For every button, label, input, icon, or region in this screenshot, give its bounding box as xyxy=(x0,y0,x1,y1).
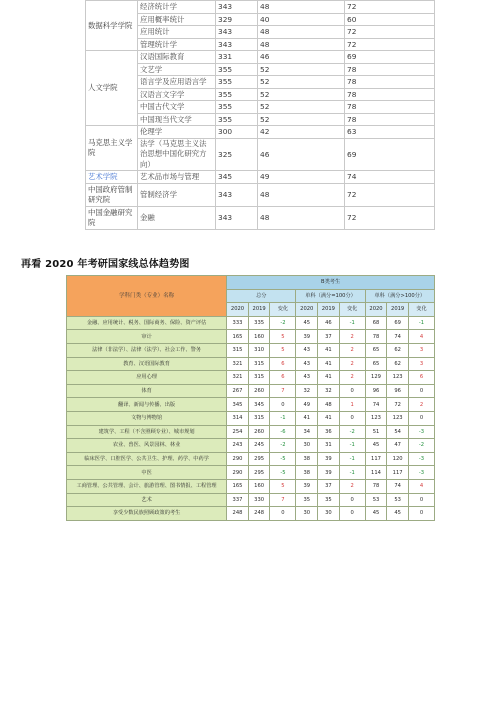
total-change-cell: -5 xyxy=(270,466,296,480)
single-100-cell: 48 xyxy=(258,38,345,51)
single-100-cell: 52 xyxy=(258,63,345,76)
total-2019-cell: 160 xyxy=(248,479,270,493)
college-cell: 中国金融研究院 xyxy=(86,206,138,229)
subject-cell: 建筑学、工程（不含照顾专业）、城市规划 xyxy=(67,425,227,439)
single100-change-cell: 2 xyxy=(339,357,365,371)
total-score-cell: 331 xyxy=(216,51,258,64)
year-2019-header: 2019 xyxy=(318,303,340,317)
single-150-cell: 72 xyxy=(345,1,435,14)
table-row xyxy=(67,452,435,466)
single100-2019-cell: 41 xyxy=(318,371,340,385)
total-2019-cell: 295 xyxy=(248,452,270,466)
table-row xyxy=(86,171,435,184)
subject-cell: 审计 xyxy=(67,330,227,344)
college-score-table-body xyxy=(86,1,435,230)
single100-change-cell: 2 xyxy=(339,330,365,344)
year-2019-header: 2019 xyxy=(248,303,270,317)
major-cell: 法学（马克思主义法治思想中国化研究方向） xyxy=(138,138,216,171)
single100-change-cell: 1 xyxy=(339,398,365,412)
single-150-header: 单科（满分>100分） xyxy=(365,289,434,303)
single150-2019-cell: 123 xyxy=(387,411,409,425)
single150-2020-cell: 114 xyxy=(365,466,387,480)
table-row xyxy=(86,88,435,101)
total-change-cell: 6 xyxy=(270,371,296,385)
single-150-cell: 78 xyxy=(345,101,435,114)
single150-change-cell: 4 xyxy=(408,479,434,493)
single-100-cell: 52 xyxy=(258,101,345,114)
section-heading: 再看 2020 年考研国家线总体趋势图 xyxy=(21,259,190,270)
total-score-cell: 329 xyxy=(216,13,258,26)
major-cell: 应用统计 xyxy=(138,26,216,39)
single100-change-cell: 0 xyxy=(339,507,365,521)
single100-change-cell: -1 xyxy=(339,452,365,466)
table-row xyxy=(67,384,435,398)
single-150-cell: 78 xyxy=(345,113,435,126)
total-score-cell: 300 xyxy=(216,126,258,139)
single-100-header: 单科（满分=100分） xyxy=(296,289,365,303)
single-150-cell: 74 xyxy=(345,171,435,184)
single100-change-cell: -2 xyxy=(339,425,365,439)
single100-2020-cell: 39 xyxy=(296,330,318,344)
single100-change-cell: -1 xyxy=(339,316,365,330)
total-score-cell: 325 xyxy=(216,138,258,171)
single150-2020-cell: 78 xyxy=(365,330,387,344)
single150-2019-cell: 62 xyxy=(387,357,409,371)
single100-2020-cell: 41 xyxy=(296,411,318,425)
total-2019-cell: 260 xyxy=(248,384,270,398)
subject-cell: 文物与博物馆 xyxy=(67,411,227,425)
total-2019-cell: 315 xyxy=(248,411,270,425)
subject-cell: 法律（非法学）、法律（法学）、社会工作、警务 xyxy=(67,343,227,357)
national-line-table-body xyxy=(67,316,435,520)
single-100-cell: 46 xyxy=(258,51,345,64)
table-row xyxy=(86,63,435,76)
single150-change-cell: 0 xyxy=(408,493,434,507)
single100-change-cell: 0 xyxy=(339,411,365,425)
total-change-cell: -1 xyxy=(270,411,296,425)
single150-2020-cell: 117 xyxy=(365,452,387,466)
single100-change-cell: 2 xyxy=(339,371,365,385)
total-2020-cell: 165 xyxy=(227,330,249,344)
subject-cell: 中医 xyxy=(67,466,227,480)
subject-cell: 体育 xyxy=(67,384,227,398)
table-row xyxy=(86,38,435,51)
single-100-cell: 52 xyxy=(258,113,345,126)
total-2020-cell: 314 xyxy=(227,411,249,425)
single100-2019-cell: 39 xyxy=(318,466,340,480)
major-cell: 中国古代文学 xyxy=(138,101,216,114)
change-header: 变化 xyxy=(339,303,365,317)
table-row xyxy=(86,26,435,39)
year-2020-header: 2020 xyxy=(227,303,249,317)
single150-2019-cell: 62 xyxy=(387,343,409,357)
single150-2019-cell: 123 xyxy=(387,371,409,385)
single150-2020-cell: 68 xyxy=(365,316,387,330)
single100-2019-cell: 41 xyxy=(318,357,340,371)
single150-change-cell: 0 xyxy=(408,507,434,521)
table-row xyxy=(67,425,435,439)
single100-2020-cell: 45 xyxy=(296,316,318,330)
single150-2020-cell: 129 xyxy=(365,371,387,385)
group-header: B类考生 xyxy=(227,276,435,290)
subject-cell: 临床医学、口腔医学、公共卫生、护理、药学、中药学 xyxy=(67,452,227,466)
single150-2019-cell: 69 xyxy=(387,316,409,330)
total-change-cell: -6 xyxy=(270,425,296,439)
single150-2019-cell: 54 xyxy=(387,425,409,439)
total-2020-cell: 333 xyxy=(227,316,249,330)
table-row xyxy=(86,1,435,14)
single150-2019-cell: 53 xyxy=(387,493,409,507)
year-2020-header: 2020 xyxy=(296,303,318,317)
single150-2020-cell: 78 xyxy=(365,479,387,493)
single-150-cell: 72 xyxy=(345,206,435,229)
single-100-cell: 48 xyxy=(258,1,345,14)
single100-change-cell: 0 xyxy=(339,493,365,507)
total-2019-cell: 245 xyxy=(248,439,270,453)
major-cell: 汉语国际教育 xyxy=(138,51,216,64)
table-row xyxy=(67,316,435,330)
year-2020-header: 2020 xyxy=(365,303,387,317)
total-2019-cell: 335 xyxy=(248,316,270,330)
major-cell: 金融 xyxy=(138,206,216,229)
single100-2020-cell: 43 xyxy=(296,357,318,371)
table-row xyxy=(67,330,435,344)
single-100-cell: 48 xyxy=(258,206,345,229)
table-row xyxy=(67,479,435,493)
total-score-cell: 343 xyxy=(216,183,258,206)
total-change-cell: 5 xyxy=(270,330,296,344)
single150-change-cell: -3 xyxy=(408,466,434,480)
table-row xyxy=(86,51,435,64)
single-150-cell: 69 xyxy=(345,138,435,171)
single150-2019-cell: 74 xyxy=(387,330,409,344)
single-100-cell: 42 xyxy=(258,126,345,139)
total-change-cell: -2 xyxy=(270,439,296,453)
table-row xyxy=(86,126,435,139)
single-150-cell: 69 xyxy=(345,51,435,64)
table-row xyxy=(86,183,435,206)
college-cell[interactable]: 艺术学院 xyxy=(86,171,138,184)
change-header: 变化 xyxy=(270,303,296,317)
single150-change-cell: 3 xyxy=(408,343,434,357)
single100-change-cell: -1 xyxy=(339,439,365,453)
subject-cell: 农业、兽医、风景园林、林业 xyxy=(67,439,227,453)
single150-2019-cell: 117 xyxy=(387,466,409,480)
single150-2020-cell: 51 xyxy=(365,425,387,439)
single100-2019-cell: 48 xyxy=(318,398,340,412)
single100-2019-cell: 37 xyxy=(318,330,340,344)
single150-2020-cell: 96 xyxy=(365,384,387,398)
single150-change-cell: -1 xyxy=(408,316,434,330)
subject-cell: 工商管理、公共管理、会计、旅游管理、图书情报、工程管理 xyxy=(67,479,227,493)
total-2020-cell: 321 xyxy=(227,371,249,385)
single150-change-cell: -2 xyxy=(408,439,434,453)
total-score-cell: 355 xyxy=(216,88,258,101)
total-2020-cell: 290 xyxy=(227,452,249,466)
single100-2020-cell: 49 xyxy=(296,398,318,412)
total-score-cell: 355 xyxy=(216,76,258,89)
single150-change-cell: -3 xyxy=(408,425,434,439)
single150-2020-cell: 45 xyxy=(365,507,387,521)
total-change-cell: 5 xyxy=(270,343,296,357)
total-2020-cell: 315 xyxy=(227,343,249,357)
single150-2020-cell: 65 xyxy=(365,343,387,357)
single100-2019-cell: 31 xyxy=(318,439,340,453)
single100-2019-cell: 41 xyxy=(318,343,340,357)
total-score-cell: 343 xyxy=(216,38,258,51)
single100-2020-cell: 30 xyxy=(296,439,318,453)
table-row xyxy=(86,113,435,126)
national-line-table xyxy=(66,275,435,521)
single-100-cell: 48 xyxy=(258,183,345,206)
total-2020-cell: 165 xyxy=(227,479,249,493)
single100-2020-cell: 39 xyxy=(296,479,318,493)
single150-change-cell: 3 xyxy=(408,357,434,371)
total-2019-cell: 345 xyxy=(248,398,270,412)
single100-2019-cell: 32 xyxy=(318,384,340,398)
total-2019-cell: 315 xyxy=(248,371,270,385)
college-cell: 马克思主义学院 xyxy=(86,126,138,171)
single-150-cell: 72 xyxy=(345,183,435,206)
single100-2020-cell: 38 xyxy=(296,466,318,480)
table-row xyxy=(67,398,435,412)
total-change-cell: -5 xyxy=(270,452,296,466)
table-row xyxy=(86,13,435,26)
single150-change-cell: 2 xyxy=(408,398,434,412)
single150-change-cell: 0 xyxy=(408,411,434,425)
single150-2019-cell: 120 xyxy=(387,452,409,466)
table-row xyxy=(67,466,435,480)
table-row xyxy=(86,76,435,89)
single150-2020-cell: 74 xyxy=(365,398,387,412)
total-2020-cell: 345 xyxy=(227,398,249,412)
total-change-cell: 6 xyxy=(270,357,296,371)
year-2019-header: 2019 xyxy=(387,303,409,317)
table-row xyxy=(67,411,435,425)
college-score-table xyxy=(85,0,435,230)
table-row xyxy=(67,371,435,385)
total-change-cell: 7 xyxy=(270,493,296,507)
single-100-cell: 49 xyxy=(258,171,345,184)
table-row xyxy=(86,101,435,114)
single100-2019-cell: 35 xyxy=(318,493,340,507)
single100-2020-cell: 32 xyxy=(296,384,318,398)
total-score-cell: 343 xyxy=(216,206,258,229)
table-row xyxy=(86,206,435,229)
single100-2020-cell: 34 xyxy=(296,425,318,439)
single-100-cell: 48 xyxy=(258,26,345,39)
total-score-cell: 355 xyxy=(216,101,258,114)
single100-2019-cell: 30 xyxy=(318,507,340,521)
subject-cell: 翻译、新闻与传播、出版 xyxy=(67,398,227,412)
subject-cell: 金融、应用统计、税务、国际商务、保险、资产评估 xyxy=(67,316,227,330)
total-score-cell: 345 xyxy=(216,171,258,184)
subject-cell: 艺术 xyxy=(67,493,227,507)
single-150-cell: 60 xyxy=(345,13,435,26)
single-150-cell: 78 xyxy=(345,88,435,101)
total-score-cell: 355 xyxy=(216,113,258,126)
total-change-cell: 5 xyxy=(270,479,296,493)
total-change-cell: 0 xyxy=(270,507,296,521)
subject-cell: 应用心理 xyxy=(67,371,227,385)
total-change-cell: 0 xyxy=(270,398,296,412)
total-2019-cell: 260 xyxy=(248,425,270,439)
single-150-cell: 72 xyxy=(345,38,435,51)
single100-2019-cell: 41 xyxy=(318,411,340,425)
single100-2019-cell: 36 xyxy=(318,425,340,439)
single100-change-cell: 2 xyxy=(339,479,365,493)
single100-change-cell: 0 xyxy=(339,384,365,398)
total-2020-cell: 243 xyxy=(227,439,249,453)
single150-2019-cell: 47 xyxy=(387,439,409,453)
single-150-cell: 63 xyxy=(345,126,435,139)
single150-2020-cell: 65 xyxy=(365,357,387,371)
single150-change-cell: 6 xyxy=(408,371,434,385)
major-cell: 管理统计学 xyxy=(138,38,216,51)
total-2020-cell: 248 xyxy=(227,507,249,521)
single100-2019-cell: 39 xyxy=(318,452,340,466)
total-2020-cell: 337 xyxy=(227,493,249,507)
college-cell: 数据科学学院 xyxy=(86,1,138,51)
total-2019-cell: 315 xyxy=(248,357,270,371)
single150-2020-cell: 123 xyxy=(365,411,387,425)
major-cell: 文艺学 xyxy=(138,63,216,76)
single100-2020-cell: 43 xyxy=(296,343,318,357)
total-2020-cell: 290 xyxy=(227,466,249,480)
college-cell: 中国政府管制研究院 xyxy=(86,183,138,206)
total-score-cell: 355 xyxy=(216,63,258,76)
single150-2019-cell: 74 xyxy=(387,479,409,493)
single100-2020-cell: 30 xyxy=(296,507,318,521)
total-2019-cell: 310 xyxy=(248,343,270,357)
total-2019-cell: 248 xyxy=(248,507,270,521)
single-100-cell: 40 xyxy=(258,13,345,26)
subject-column-header: 学科门类（专业）名称 xyxy=(67,276,227,317)
single100-change-cell: -1 xyxy=(339,466,365,480)
table-row xyxy=(86,138,435,171)
single150-2019-cell: 96 xyxy=(387,384,409,398)
total-change-cell: 7 xyxy=(270,384,296,398)
total-score-cell: 343 xyxy=(216,1,258,14)
table-row xyxy=(67,357,435,371)
total-score-header: 总分 xyxy=(227,289,296,303)
subject-cell: 教育、汉语国际教育 xyxy=(67,357,227,371)
major-cell: 汉语言文字学 xyxy=(138,88,216,101)
single100-change-cell: 2 xyxy=(339,343,365,357)
total-score-cell: 343 xyxy=(216,26,258,39)
major-cell: 中国现当代文学 xyxy=(138,113,216,126)
single-150-cell: 72 xyxy=(345,26,435,39)
table-row xyxy=(67,439,435,453)
total-2020-cell: 267 xyxy=(227,384,249,398)
major-cell: 语言学及应用语言学 xyxy=(138,76,216,89)
single-150-cell: 78 xyxy=(345,76,435,89)
single100-2019-cell: 46 xyxy=(318,316,340,330)
single100-2020-cell: 43 xyxy=(296,371,318,385)
change-header: 变化 xyxy=(408,303,434,317)
table-row xyxy=(67,493,435,507)
table-row xyxy=(67,507,435,521)
single150-change-cell: 0 xyxy=(408,384,434,398)
single150-2020-cell: 53 xyxy=(365,493,387,507)
major-cell: 应用概率统计 xyxy=(138,13,216,26)
single100-2020-cell: 35 xyxy=(296,493,318,507)
single150-2019-cell: 72 xyxy=(387,398,409,412)
major-cell: 经济统计学 xyxy=(138,1,216,14)
major-cell: 管制经济学 xyxy=(138,183,216,206)
single-100-cell: 52 xyxy=(258,88,345,101)
major-cell: 艺术品市场与管理 xyxy=(138,171,216,184)
subject-cell: 享受少数民族照顾政策的考生 xyxy=(67,507,227,521)
single150-2020-cell: 45 xyxy=(365,439,387,453)
total-2019-cell: 160 xyxy=(248,330,270,344)
total-2020-cell: 254 xyxy=(227,425,249,439)
single150-2019-cell: 45 xyxy=(387,507,409,521)
total-2019-cell: 295 xyxy=(248,466,270,480)
single-100-cell: 52 xyxy=(258,76,345,89)
total-2020-cell: 321 xyxy=(227,357,249,371)
single100-2019-cell: 37 xyxy=(318,479,340,493)
single-100-cell: 46 xyxy=(258,138,345,171)
single150-change-cell: 4 xyxy=(408,330,434,344)
total-2019-cell: 330 xyxy=(248,493,270,507)
single100-2020-cell: 38 xyxy=(296,452,318,466)
total-change-cell: -2 xyxy=(270,316,296,330)
single-150-cell: 78 xyxy=(345,63,435,76)
table-row xyxy=(67,343,435,357)
college-cell: 人文学院 xyxy=(86,51,138,126)
single150-change-cell: -3 xyxy=(408,452,434,466)
major-cell: 伦理学 xyxy=(138,126,216,139)
